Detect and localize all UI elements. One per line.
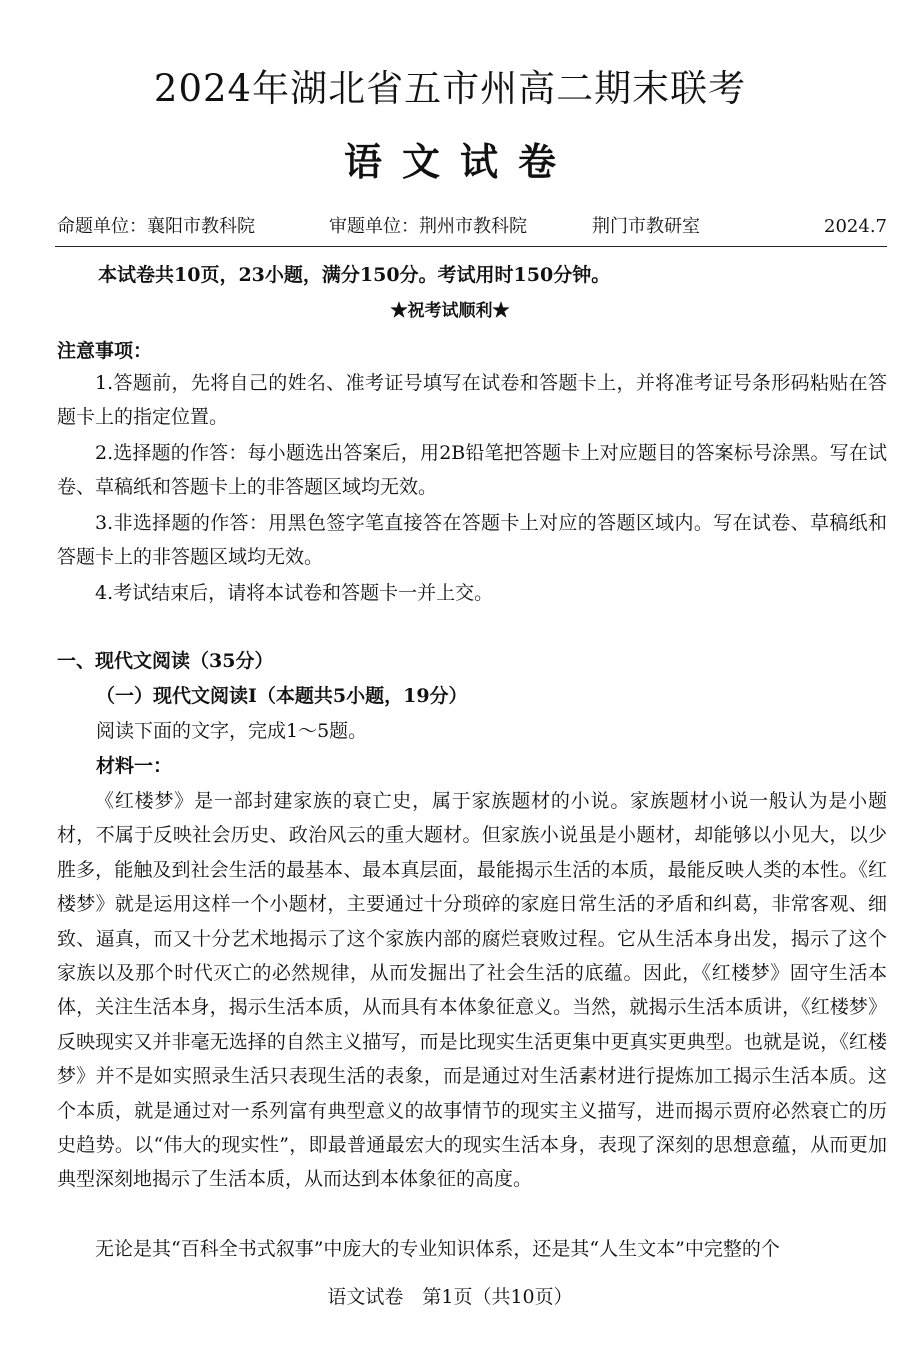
authoring-units xyxy=(57,212,887,242)
exam-date: 2024.7 xyxy=(824,216,887,237)
note-item: 3.非选择题的作答：用黑色签字笔直接答在答题卡上对应的答题区域内。写在试卷、草稿纸和答题卡上的非答题区域均无效。 xyxy=(57,512,887,569)
reading-instruction: 阅读下面的文字，完成1～5题。 xyxy=(96,720,368,742)
exam-title: 2024年湖北省五市州高二期末联考 xyxy=(153,67,747,110)
review-unit: 审题单位：荆州市教科院 xyxy=(329,216,527,237)
material-paragraph: 无论是其“百科全书式叙事”中庞大的专业知识体系，还是其“人生文本”中完整的个 xyxy=(95,1238,780,1260)
review-unit-2: 荆门市教研室 xyxy=(592,216,700,237)
material-label: 材料一： xyxy=(96,755,173,777)
notes-heading: 注意事项： xyxy=(57,340,153,362)
exam-summary: 本试卷共10页，23小题，满分150分。考试用时150分钟。 xyxy=(98,264,611,286)
note-item: 1.答题前，先将自己的姓名、准考证号填写在试卷和答题卡上，并将准考证号条形码粘贴在答题卡上的指定位置。 xyxy=(57,372,887,429)
blessing-text: ★祝考试顺利★ xyxy=(390,301,510,321)
proposition-unit: 命题单位：襄阳市教科院 xyxy=(57,216,255,237)
header-divider xyxy=(55,246,887,247)
section-heading: 一、现代文阅读（35分） xyxy=(57,650,274,672)
note-item: 4.考试结束后，请将本试卷和答题卡一并上交。 xyxy=(95,582,494,604)
note-item: 2.选择题的作答：每小题选出答案后，用2B铅笔把答题卡上对应题目的答案标号涂黑。写在试卷、草稿纸和答题卡上的非答题区域均无效。 xyxy=(57,442,887,499)
sub-section-heading: （一）现代文阅读Ⅰ（本题共5小题，19分） xyxy=(96,685,468,707)
subject-title: 语文试卷 xyxy=(343,139,576,184)
page-footer: 语文试卷 第1页（共10页） xyxy=(327,1286,573,1308)
material-paragraph: 《红楼梦》是一部封建家族的衰亡史，属于家族题材的小说。家族题材小说一般认为是小题材，不属于反映社会历史、政治风云的重大题材。但家族小说虽是小题材，却能够以小见大，以少胜多，能触及到社会生活的最基本、最本真层面，最能揭示生活的本质，最能反映人类的本性。《红楼梦》就是运用这样一个小题材，主要通过十分琐碎的家庭日常生活的矛盾和纠葛，非常客观、细致、逼真，而又十分艺术地揭示了这个家族内部的腐烂衰败过程。它从生活本身出发，揭示了这个家族以及那个时代灭亡的必然规律，从而发掘出了社会生活的底蕴。因此，《红楼梦》固守生活本体，关注生活本身，揭示生活本质，从而具有本体象征意义。当然，就揭示生活本质讲，《红楼梦》反映现实又并非毫无选择的自然主义描写，而是比现实生活更集中更真实更典型。也就是说，《红楼梦》并不是如实照录生活只表现生活的表象，而是通过对生活素材进行提炼加工揭示生活本质。这个本质，就是通过对一系列富有典型意义的故事情节的现实主义描写，进而揭示贾府必然衰亡的历史趋势。以“伟大的现实性”，即最普通最宏大的现实生活本身，表现了深刻的思想意蕴，从而更加典型深刻地揭示了生活本质，从而达到本体象征的高度。 xyxy=(57,790,887,1191)
